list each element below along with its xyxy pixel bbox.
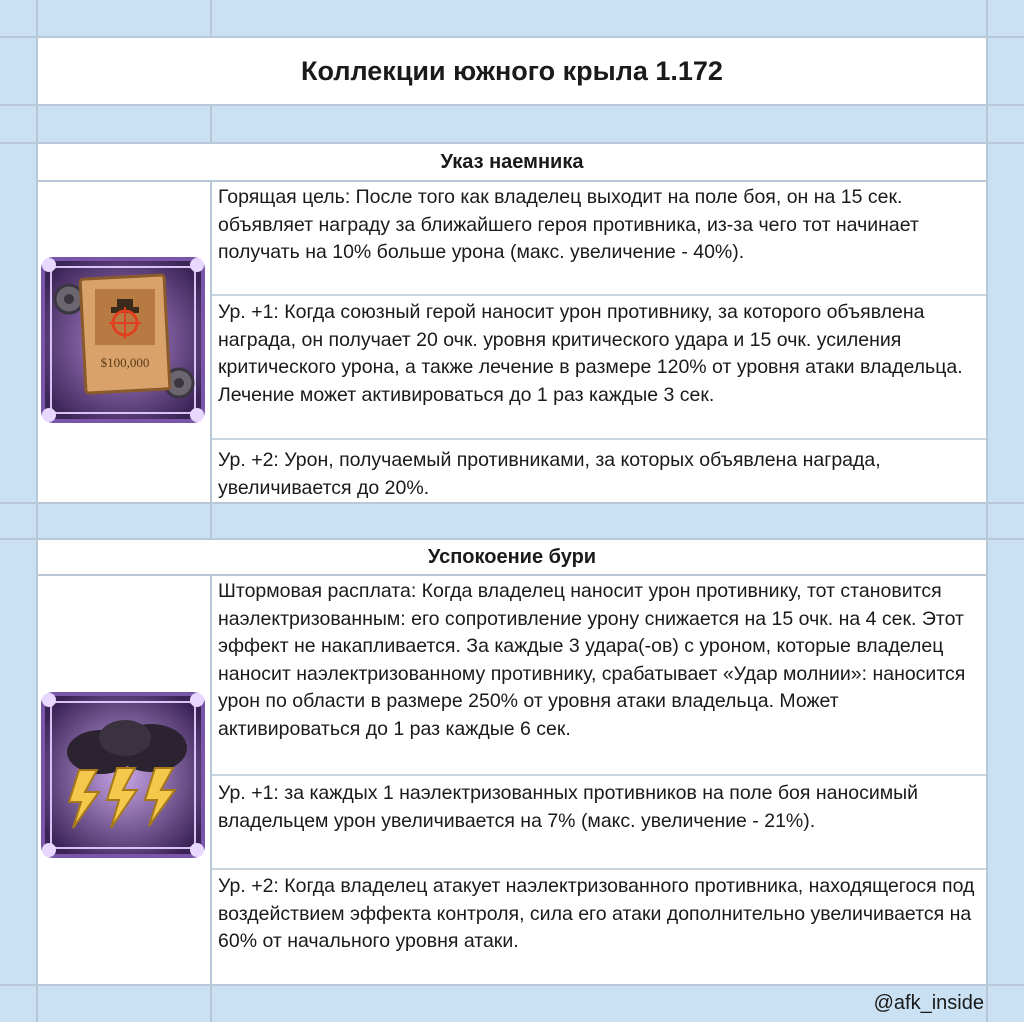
grid-line xyxy=(0,104,1024,106)
level-1-description: Ур. +1: за каждых 1 наэлектризованных противников на поле боя наносимый владельцем урон увеличивается на 7% (макс. увеличение - 21%). xyxy=(218,782,919,832)
bounty-text: $100,000 xyxy=(100,355,150,370)
section-title: Указ наемника xyxy=(440,150,584,173)
level-1-description: Ур. +1: Когда союзный герой наносит урон противнику, за которого объявлена награда, он получает 20 очк. уровня критического удара и 15 очк. усиления критического урона, а также лечение в размере 120% от уровня атаки владельца. Лечение может активироваться до 1 раз каждые 3 сек. xyxy=(218,301,963,406)
row-divider xyxy=(38,574,986,576)
section-title: Успокоение бури xyxy=(427,545,597,568)
level-2-description: Ур. +2: Урон, получаемый противниками, за которых объявлена награда, увеличивается до 20%. xyxy=(218,449,881,499)
ability-description: Штормовая расплата: Когда владелец наносит урон противнику, тот становится наэлектризованным: его сопротивление урону снижается на 15 очк. на 4 сек. Этот эффект не накапливается. За каждые 3 удара(-ов) с уроном, которые владелец наносит наэлектризованному противнику, срабатывает «Удар молнии»: наносится урон по области в размере 250% от уровня атаки владельца. Может активироваться до 1 раз каждые 6 сек. xyxy=(218,580,966,740)
row-divider xyxy=(210,774,986,776)
row-divider xyxy=(210,868,986,870)
page-title: Коллекции южного крыла 1.172 xyxy=(301,55,723,86)
grid-line xyxy=(0,984,1024,986)
storm-lightning-icon xyxy=(39,690,207,860)
level-2-description: Ур. +2: Когда владелец атакует наэлектризованного противника, находящегося под воздействием эффекта контроля, сила его атаки дополнительно увеличивается на 60% от начального уровня атаки. xyxy=(218,875,975,952)
wanted-poster-icon xyxy=(39,255,207,425)
row-divider xyxy=(210,438,986,440)
grid-line xyxy=(986,0,988,1022)
grid-line xyxy=(0,502,1024,504)
row-divider xyxy=(210,294,986,296)
ability-description: Горящая цель: После того как владелец выходит на поле боя, он на 15 сек. объявляет награду за ближайшего героя противника, из-за чего тот начинает получать на 10% больше урона (макс. увеличение - 40%). xyxy=(218,186,919,263)
author-handle: @afk_inside xyxy=(873,991,984,1014)
row-divider xyxy=(38,180,986,182)
